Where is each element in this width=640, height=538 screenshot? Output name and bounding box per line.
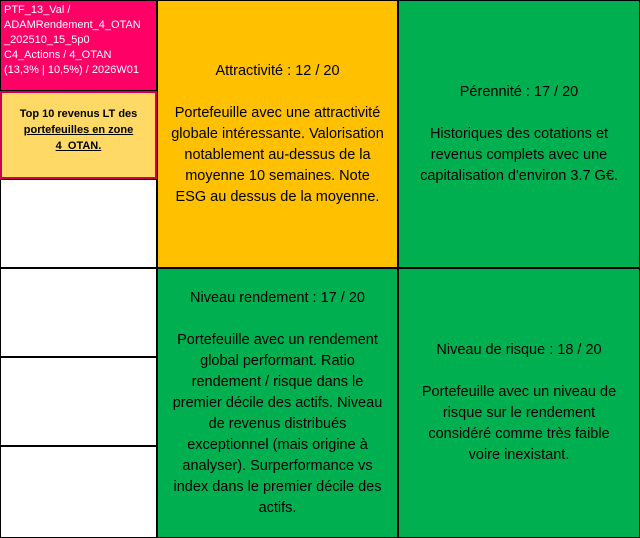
ranking-note-line1: Top 10 revenus LT des	[19, 108, 138, 120]
empty-cell-3	[0, 357, 157, 446]
risque-text: Portefeuille avec un niveau de risque sur le rendement considéré comme très faible voire inexistant.	[421, 384, 617, 463]
empty-cell-4	[0, 446, 157, 538]
perennite-card	[398, 0, 640, 268]
risque-card	[398, 268, 640, 538]
rendement-title: Niveau rendement : 17 / 20	[190, 289, 365, 306]
perennite-title: Pérennité : 17 / 20	[459, 83, 579, 100]
attractivite-text: Portefeuille avec une attractivité globale intéressante. Valorisation notablement au-dessus de la moyenne 10 semaines. Note ESG au dessus de la moyenne.	[171, 104, 384, 205]
rendement-text: Portefeuille avec un rendement global performant. Ratio rendement / risque dans le premier décile des actifs. Niveau de revenus distribués exceptionnel (mais origine à analyser). Surperformance vs index dans le premier décile des actifs.	[172, 331, 383, 516]
ranking-note-line2: portefeuilles en zone	[23, 124, 134, 136]
ranking-note	[0, 91, 157, 179]
empty-cell-1	[0, 179, 157, 268]
attractivite-card	[157, 0, 398, 268]
empty-cell-2	[0, 268, 157, 357]
ranking-note-line3: 4_OTAN.	[55, 140, 102, 152]
attractivite-title: Attractivité : 12 / 20	[215, 62, 340, 79]
risque-title: Niveau de risque : 18 / 20	[436, 342, 602, 358]
portfolio-identifier: PTF_13_Val / ADAMRendement_4_OTAN _202510_15_5p0 C4_Actions / 4_OTAN (13,3% | 10,5%) / 2026W01	[0, 0, 157, 91]
perennite-text: Historiques des cotations et revenus complets avec une capitalisation d'environ 3.7 G€.	[420, 125, 618, 184]
rendement-card	[157, 268, 398, 538]
